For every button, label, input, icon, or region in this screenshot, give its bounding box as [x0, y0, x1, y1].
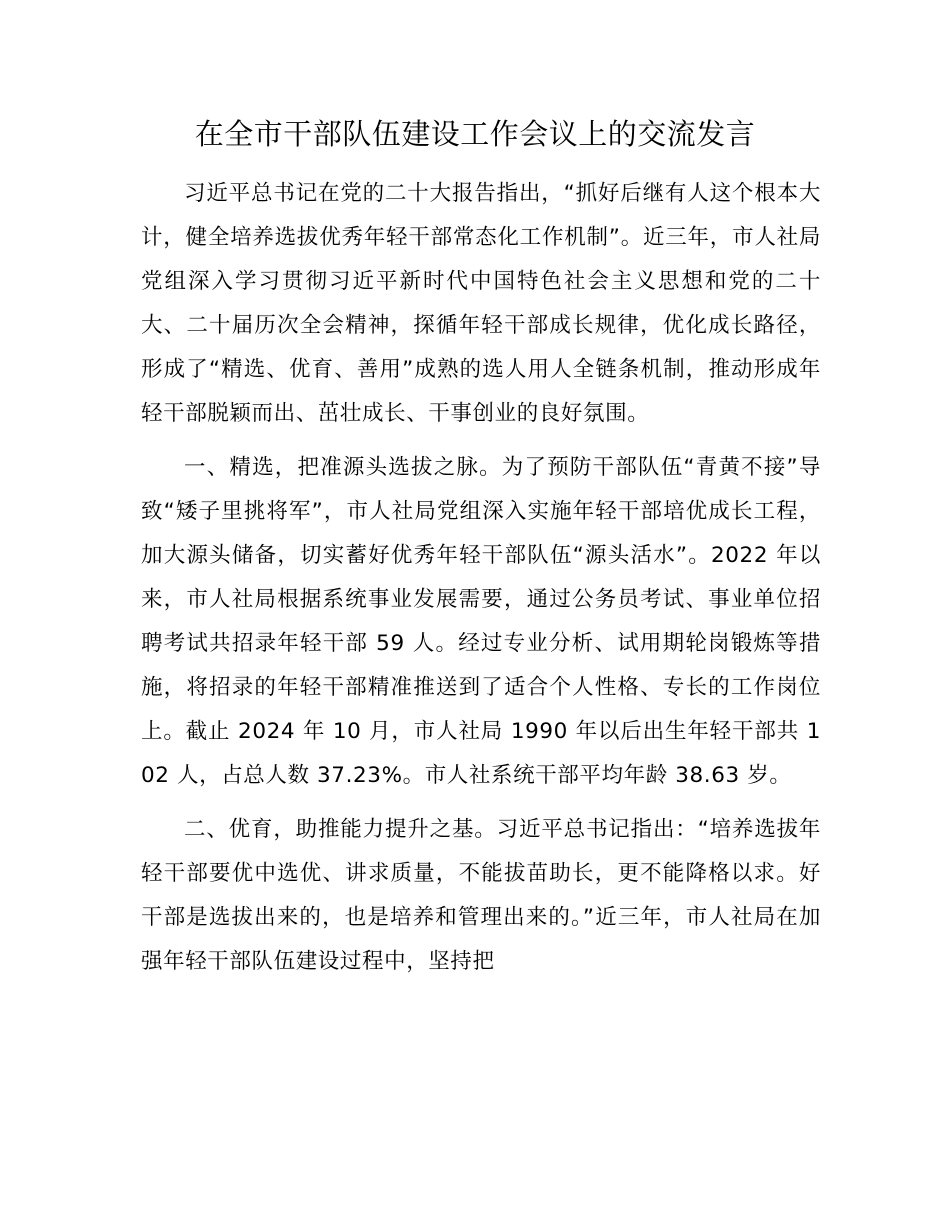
- paragraph-section-one: 一、精选，把准源头选拔之脉。为了预防干部队伍“青黄不接”导致“矮子里挑将军”，市人社局党组深入实施年轻干部培优成长工程，加大源头储备，切实蓄好优秀年轻干部队伍“源头活水”。2022 年以来，市人社局根据系统事业发展需要，通过公务员考试、事业单位招聘考试共招录年轻干部 59 人。经过专业分析、试用期轮岗锻炼等措施，将招录的年轻干部精准推送到了适合个人性格、专长的工作岗位上。截止 2024 年 10 月，市人社局 1990 年以后出生年轻干部共 102 人，占总人数 37.23%。市人社系统干部平均年龄 38.63 岁。: [141, 455, 821, 788]
- document-title: 在全市干部队伍建设工作会议上的交流发言: [194, 117, 756, 151]
- paragraph-intro: 习近平总书记在党的二十大报告指出，“抓好后继有人这个根本大计，健全培养选拔优秀年轻干部常态化工作机制”。近三年，市人社局党组深入学习贯彻习近平新时代中国特色社会主义思想和党的二十大、二十届历次全会精神，探循年轻干部成长规律，优化成长路径，形成了“精选、优育、善用”成熟的选人用人全链条机制，推动形成年轻干部脱颖而出、茁壮成长、干事创业的良好氛围。: [141, 181, 821, 426]
- document-body: [141, 172, 821, 994]
- paragraph-section-two: 二、优育，助推能力提升之基。习近平总书记指出：“培养选拔年轻干部要优中选优、讲求质量，不能拔苗助长，更不能降格以求。好干部是选拔出来的，也是培养和管理出来的。”近三年，市人社局在加强年轻干部队伍建设过程中，坚持把: [141, 817, 821, 974]
